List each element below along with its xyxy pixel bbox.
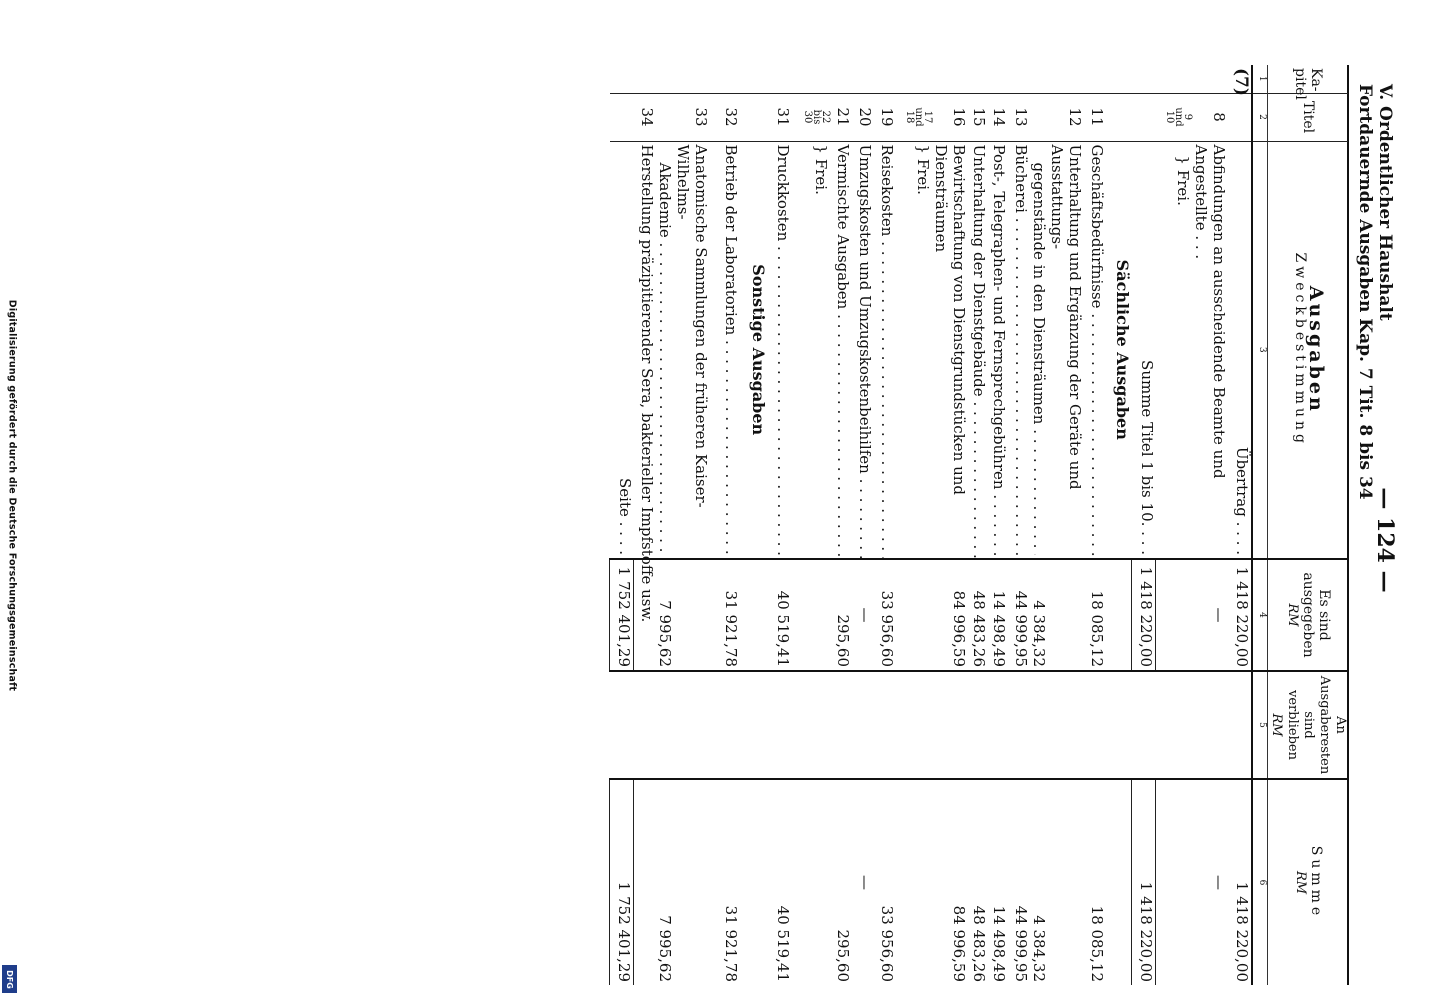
column-number-row: 1 2 3 4 5 6 (1252, 65, 1268, 985)
table-row: 9 und 10 } Frei. (1156, 65, 1192, 985)
table-row: 13 Bücherei . . . 44 999,95 44 999,95 (1008, 65, 1030, 985)
col-reste: An Ausgaberesten sind verblieben RM (1268, 671, 1349, 779)
table-row: 22 bis 30 } Frei. (792, 65, 830, 985)
rotated-page (80, 0, 1400, 1000)
table-row: 8 Abfindungen an ausscheidende Beamte und Angestellte . . . — — (1192, 65, 1228, 985)
col-zweck-heading: Zweckbestimmung (1292, 252, 1308, 447)
table-header-row (1268, 65, 1349, 985)
funding-note-text: Digitalisierung gefördert durch die Deutsche Forschungsgemeinschaft (6, 299, 18, 692)
table-row: 11 Geschäftsbedürfnisse . . . 18 085,12 18 085,12 (1084, 65, 1106, 985)
table-row: 12 Unterhaltung und Ergänzung der Geräte und Ausstattungs- gegenstände in den Diensträumen . . . 4 384,32 4 384,32 (1030, 65, 1084, 985)
col-titel: Titel (1268, 93, 1349, 141)
table-row: 20 Umzugskosten und Umzugskostenbeihilfen . . . — — (852, 65, 874, 985)
dfg-logo: DFG (2, 965, 17, 993)
table-row: 21 Vermischte Ausgaben . . . 295,60 295,60 (830, 65, 852, 985)
header-line-2: Fortdauernde Ausgaben Kap. 7 Tit. 8 bis 34 (1355, 84, 1375, 500)
table-row: 16 Bewirtschaftung von Dienstgrundstücken und Diensträumen 84 996,59 84 996,59 (932, 65, 968, 985)
page-header (1355, 84, 1395, 500)
ledger-table (610, 65, 1349, 985)
col-verausgabt: Es sind ausgegeben RM (1268, 559, 1349, 671)
table-row: 34 Herstellung präzipitierender Sera, bakterieller Impfstoffe usw. (634, 65, 656, 985)
table-row (1106, 65, 1132, 985)
header-line-1: V. Ordentlicher Haushalt (1375, 84, 1395, 321)
table-row: 31 Druckkosten . . . 40 519,41 40 519,41 (768, 65, 792, 985)
table-row: Seite . . . . 1 752 401,29 1 752 401,29 (610, 65, 634, 985)
ledger-page (80, 0, 1400, 1000)
funding-note (2, 0, 20, 1000)
col-summe: Summe RM (1268, 779, 1349, 985)
table-row: 14 Post-, Telegraphen- und Fernsprechgebühren . . . 14 498,49 14 498,49 (988, 65, 1008, 985)
col-kapitel: Ka- pitel (1268, 65, 1349, 93)
section-heading: Sonstige Ausgaben (740, 141, 768, 559)
table-row: 33 Anatomische Sammlungen der früheren Kaiser-Wilhelms- Akademie . . . 7 995,62 7 995,62 (656, 65, 710, 985)
table-row: 19 Reisekosten . . . 33 956,60 33 956,60 (874, 65, 896, 985)
table-row: 15 Unterhaltung der Dienstgebäude . . . 48 483,26 48 483,26 (968, 65, 988, 985)
page-number: — 124 — (1372, 487, 1398, 593)
table-row: 17 und 18 } Frei. (896, 65, 932, 985)
table-row (740, 65, 768, 985)
col-ausgaben-heading: Ausgaben (1305, 285, 1327, 414)
col-zweck (1268, 141, 1349, 559)
table-row: (7) Übertrag . . . . 1 418 220,00 1 418 220,00 (1228, 65, 1252, 985)
chapter-number: (7) (1231, 68, 1251, 96)
table-row: 32 Betrieb der Laboratorien . . . 31 921,78 31 921,78 (710, 65, 740, 985)
table-row: Summe Titel 1 bis 10. . . . 1 418 220,00 1 418 220,00 (1132, 65, 1156, 985)
section-heading: Sächliche Ausgaben (1106, 141, 1132, 559)
